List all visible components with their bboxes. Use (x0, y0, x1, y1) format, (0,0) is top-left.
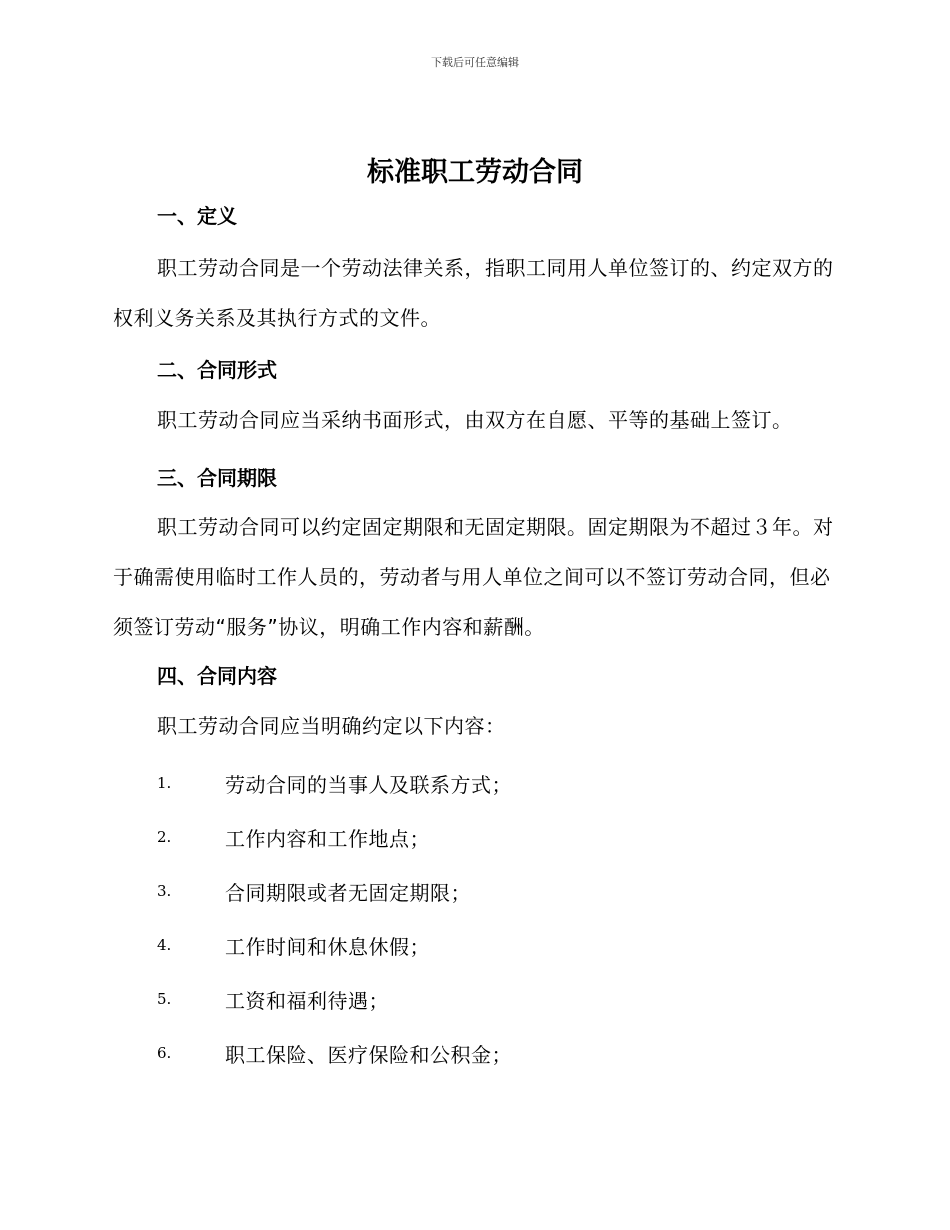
list-item (157, 918, 512, 972)
list-item-text: 劳动合同的当事人及联系方式； (225, 772, 512, 797)
section-heading-form: 二、合同形式 (157, 358, 277, 382)
section-heading-definition: 一、定义 (157, 204, 237, 228)
list-item-number: 2. (157, 828, 172, 846)
section-text-term: 职工劳动合同可以约定固定期限和无固定期限。固定期限为不超过３年。对于确需使用临时工作人员的，劳动者与用人单位之间可以不签订劳动合同，但必须签订劳动“服务”协议，明确工作内容和薪酬。 (113, 515, 834, 639)
section-text-content: 职工劳动合同应当明确约定以下内容： (157, 714, 506, 738)
list-item (157, 756, 512, 810)
list-item (157, 810, 512, 864)
content-items-list (157, 756, 512, 1080)
list-item-number: 5. (157, 990, 172, 1008)
list-item-number: 6. (157, 1044, 172, 1062)
section-heading-term: 三、合同期限 (157, 466, 277, 490)
list-item-text: 工作时间和休息休假； (225, 934, 430, 959)
list-item (157, 972, 512, 1026)
header-note: 下载后可任意编辑 (431, 56, 519, 69)
list-item-text: 职工保险、医疗保险和公积金； (225, 1042, 512, 1067)
list-item-number: 4. (157, 936, 172, 954)
section-heading-content: 四、合同内容 (157, 664, 277, 688)
section-text-form: 职工劳动合同应当采纳书面形式，由双方在自愿、平等的基础上签订。 (157, 408, 793, 432)
list-item-text: 工资和福利待遇； (225, 988, 389, 1013)
section-text-definition: 职工劳动合同是一个劳动法律关系，指职工同用人单位签订的、约定双方的权利义务关系及其执行方式的文件。 (113, 256, 834, 330)
list-item-text: 合同期限或者无固定期限； (225, 880, 471, 905)
list-item-number: 1. (157, 774, 172, 792)
list-item-number: 3. (157, 882, 172, 900)
list-item-text: 工作内容和工作地点； (225, 826, 430, 851)
list-item (157, 1026, 512, 1080)
document-title: 标准职工劳动合同 (367, 157, 583, 188)
list-item (157, 864, 512, 918)
